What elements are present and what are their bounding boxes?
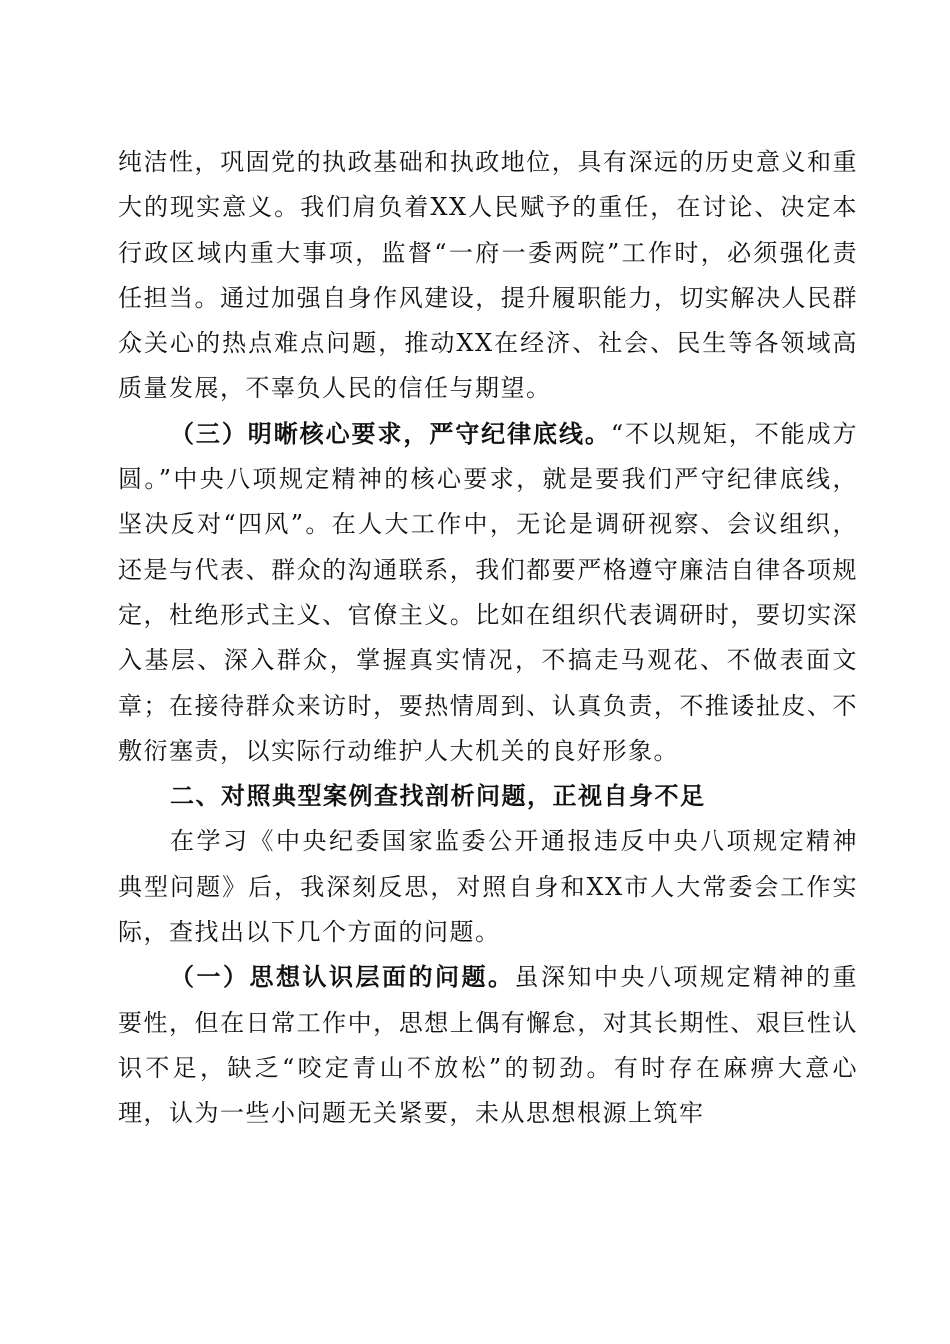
paragraph-text: 在学习《中央纪委国家监委公开通报违反中央八项规定精神典型问题》后，我深刻反思，对照自身和XX市人大常委会工作实际，查找出以下几个方面的问题。	[118, 827, 858, 947]
paragraph-ideological-issues	[118, 955, 858, 1136]
paragraph-party-purity	[118, 140, 858, 412]
paragraph-text: “不以规矩，不能成方圆。”中央八项规定精神的核心要求，就是要我们严守纪律底线，坚决反对“四风”。在人大工作中，无论是调研视察、会议组织，还是与代表、群众的沟通联系，我们都要严格遵守廉洁自律各项规定，杜绝形式主义、官僚主义。比如在组织代表调研时，要切实深入基层、深入群众，掌握真实情况，不搞走马观花、不做表面文章；在接待群众来访时，要热情周到、认真负责，不推诿扯皮、不敷衍塞责，以实际行动维护人大机关的良好形象。	[118, 419, 858, 765]
subsection-heading-3: （三）明晰核心要求，严守纪律底线。	[170, 419, 611, 448]
subsection-heading-1: （一）思想认识层面的问题。	[170, 963, 515, 992]
paragraph-study-reflection	[118, 819, 858, 955]
paragraph-text: 纯洁性，巩固党的执政基础和执政地位，具有深远的历史意义和重大的现实意义。我们肩负着XX人民赋予的重任，在讨论、决定本行政区域内重大事项，监督“一府一委两院”工作时，必须强化责任担当。通过加强自身作风建设，提升履职能力，切实解决人民群众关心的热点难点问题，推动XX在经济、社会、民生等各领域高质量发展，不辜负人民的信任与期望。	[118, 148, 858, 403]
paragraph-text: 虽深知中央八项规定精神的重要性，但在日常工作中，思想上偶有懈怠，对其长期性、艰巨性认识不足，缺乏“咬定青山不放松”的韧劲。有时存在麻痹大意心理，认为一些小问题无关紧要，未从思想根源上筑牢	[118, 963, 858, 1128]
document-page	[118, 140, 858, 1137]
section-heading-2: 二、对照典型案例查找剖析问题，正视自身不足	[170, 782, 706, 811]
paragraph-core-requirements	[118, 412, 858, 774]
